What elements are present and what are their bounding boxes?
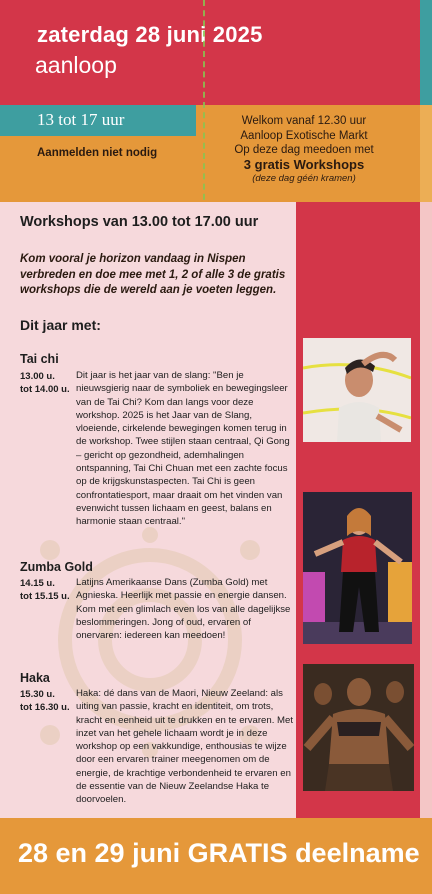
workshop-title-zumba: Zumba Gold bbox=[20, 560, 93, 574]
orange-block-left bbox=[0, 136, 196, 202]
workshop-title-tai-chi: Tai chi bbox=[20, 352, 59, 366]
start-time: 15.30 u. bbox=[20, 689, 55, 700]
end-time: tot 15.15 u. bbox=[20, 591, 70, 602]
event-subtitle: aanloop bbox=[35, 52, 117, 78]
haka-photo bbox=[303, 664, 414, 791]
workshop-time-haka bbox=[20, 688, 70, 714]
end-time: tot 14.00 u. bbox=[20, 384, 70, 395]
welcome-note: (deze dag géén kramen) bbox=[252, 173, 356, 184]
welcome-highlight: 3 gratis Workshops bbox=[243, 156, 365, 172]
registration-note: Aanmelden niet nodig bbox=[37, 147, 158, 159]
workshop-description-haka: Haka: dé dans van de Maori, Nieuw Zeeland: als uiting van passie, kracht en identiteit, om trots, kracht en eenheid uit te drukken en te ervaren. Met inzet van het gehele lichaam wordt je in deze workshop op een vakkundige, enthousias te wijze door een ervaren trainer meegenomen om de energie, de krachtige verbondenheid te ervaren en de essentie van de Nieuw Zeelandse Haka te doorvoelen. bbox=[76, 688, 294, 806]
welcome-line: Op deze dag meedoen met bbox=[234, 144, 374, 156]
start-time: 13.00 u. bbox=[20, 371, 55, 382]
workshop-time-zumba bbox=[20, 577, 70, 603]
footer-text: 28 en 29 juni GRATIS deelname bbox=[18, 838, 420, 868]
tai-chi-photo bbox=[303, 338, 411, 442]
side-pink-strip bbox=[420, 202, 432, 818]
welcome-box bbox=[204, 114, 404, 187]
event-time: 13 tot 17 uur bbox=[37, 110, 125, 129]
intro-text: Kom vooral je horizon vandaag in Nispen verbreden en doe mee met 1, 2 of alle 3 de gratis workshops die de wereld aan je voeten leggen. bbox=[20, 253, 286, 296]
orange-side-strip bbox=[420, 105, 432, 202]
event-date: zaterdag 28 juni 2025 bbox=[37, 22, 263, 47]
footer-banner bbox=[0, 818, 432, 894]
workshop-time-tai-chi bbox=[20, 370, 70, 396]
workshop-description-zumba: Latijns Amerikaanse Dans (Zumba Gold) met Agnieska. Heerlijk met passie en energie dansen. Kom met een glimlach even los van alle dagelijkse beslommeringen. Jong of oud, ervaren of onervaren: iedereen kan meedoen! bbox=[76, 577, 291, 642]
workshop-title-haka: Haka bbox=[20, 671, 50, 685]
workshop-description-tai-chi: Dit jaar is het jaar van de slang: "Ben je nieuwsgierig naar de symboliek en bewegingsleer van de Tai Chi? Kom dan langs voor deze workshop. 2025 is het Jaar van de Slang, vloeiende, cirkelende bewegingen komen terug in de workshop. Twee stijlen staan centraal, Qi Gong – gericht op gezondheid, ademhalingen ontspanning, Tai Chi Chuan met een zachte focus op de krijgskunstaspecten. Tai Chi is geen confrontatiesport, maar draait om het vinden van evenwicht tussen lichaam en geest, balans en harmonie staan centraal." bbox=[76, 370, 290, 528]
header-side-strip bbox=[420, 0, 432, 105]
zumba-photo bbox=[303, 492, 412, 644]
end-time: tot 16.30 u. bbox=[20, 702, 70, 713]
start-time: 14.15 u. bbox=[20, 578, 55, 589]
welcome-line: Welkom vanaf 12.30 uur bbox=[241, 115, 367, 127]
section-heading: Dit jaar met: bbox=[20, 317, 101, 333]
welcome-line: Aanloop Exotische Markt bbox=[240, 129, 368, 142]
workshops-title: Workshops van 13.00 tot 17.00 uur bbox=[20, 214, 259, 230]
